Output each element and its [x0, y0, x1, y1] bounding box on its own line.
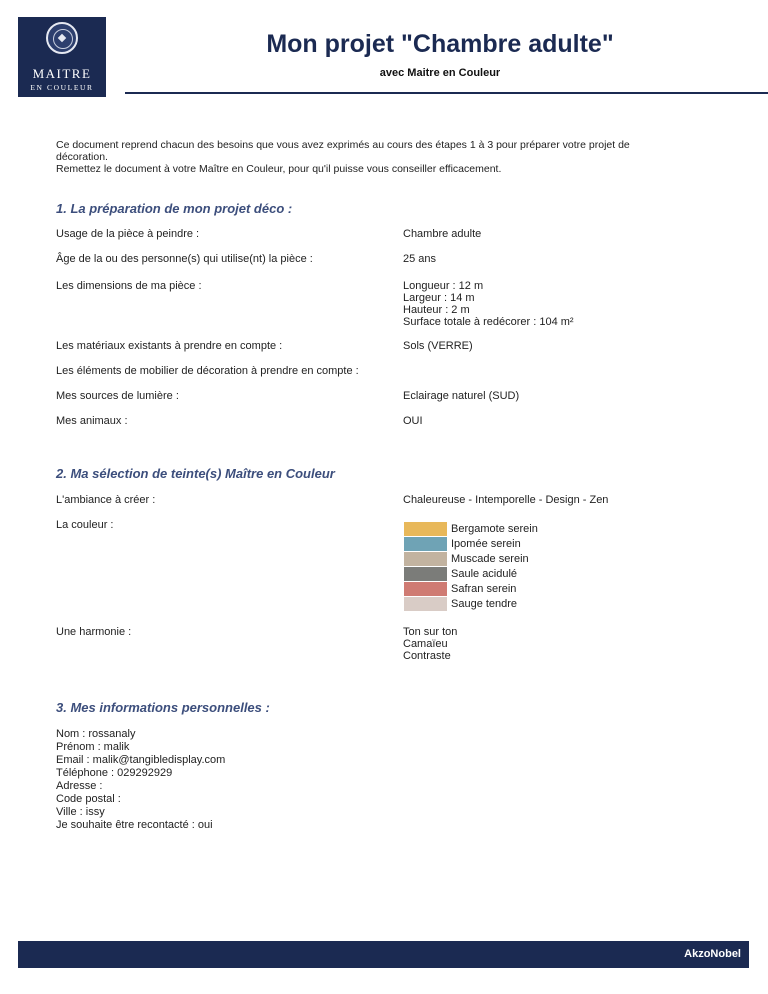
color-swatch [404, 522, 447, 536]
intro-line: Remettez le document à votre Maître en Couleur, pour qu'il puisse vous conseiller efficacement. [56, 163, 502, 175]
section-2-title: 2. Ma sélection de teinte(s) Maître en Couleur [56, 466, 335, 481]
materials-value: Sols (VERRE) [403, 340, 473, 352]
color-label: La couleur : [56, 519, 114, 531]
dimensions-label: Les dimensions de ma pièce : [56, 280, 202, 292]
dimensions-value [403, 280, 574, 328]
light-value: Eclairage naturel (SUD) [403, 390, 520, 402]
color-name: Sauge tendre [451, 598, 518, 610]
dimension-line: Hauteur : 2 m [403, 304, 470, 316]
materials-label: Les matériaux existants à prendre en compte : [56, 340, 283, 352]
info-line: Je souhaite être recontacté : oui [56, 819, 213, 831]
color-name: Safran serein [451, 583, 517, 595]
color-name: Bergamote serein [451, 523, 538, 535]
color-name: Muscade serein [451, 553, 529, 565]
page-title: Mon projet "Chambre adulte" [266, 30, 614, 58]
akzonobel-logo: AkzoNobel [684, 948, 741, 960]
color-swatch [404, 552, 447, 566]
age-label: Âge de la ou des personne(s) qui utilise(nt) la pièce : [56, 253, 313, 265]
intro-line: Ce document reprend chacun des besoins que vous avez exprimés au cours des étapes 1 à 3 pour préparer votre projet de [56, 139, 630, 151]
info-line: Prénom : malik [56, 741, 130, 753]
dimension-line: Longueur : 12 m [403, 280, 484, 292]
info-line: Ville : issy [56, 806, 105, 818]
pets-label: Mes animaux : [56, 415, 128, 427]
harmony-value [403, 626, 457, 662]
info-line: Email : malik@tangibledisplay.com [56, 754, 226, 766]
dimension-line: Largeur : 14 m [403, 292, 475, 304]
info-line: Code postal : [56, 793, 121, 805]
color-swatch [404, 582, 447, 596]
usage-value: Chambre adulte [403, 228, 482, 240]
color-name: Saule acidulé [451, 568, 518, 580]
color-swatch [404, 567, 447, 581]
header-divider [125, 92, 768, 94]
color-swatch [404, 537, 447, 551]
pets-value: OUI [403, 415, 423, 427]
intro-text [56, 139, 716, 175]
harmony-line: Ton sur ton [403, 626, 458, 638]
intro-line: décoration. [56, 151, 108, 163]
age-value: 25 ans [403, 253, 437, 265]
ambiance-label: L'ambiance à créer : [56, 494, 156, 506]
light-label: Mes sources de lumière : [56, 390, 179, 402]
info-line: Téléphone : 029292929 [56, 767, 173, 779]
harmony-line: Contraste [403, 650, 451, 662]
maitre-en-couleur-logo [18, 17, 106, 97]
info-line: Adresse : [56, 780, 103, 792]
harmony-line: Camaïeu [403, 638, 448, 650]
furniture-label: Les éléments de mobilier de décoration à prendre en compte : [56, 365, 359, 377]
dimension-line: Surface totale à redécorer : 104 m² [403, 316, 574, 328]
footer-bar [18, 941, 749, 968]
harmony-label: Une harmonie : [56, 626, 132, 638]
emblem-icon [46, 22, 78, 54]
info-line: Nom : rossanaly [56, 728, 136, 740]
logo-line2: EN COULEUR [30, 83, 94, 92]
color-name: Ipomée serein [451, 538, 521, 550]
page-subtitle: avec Maitre en Couleur [379, 67, 501, 79]
usage-label: Usage de la pièce à peindre : [56, 228, 200, 240]
section-3-title: 3. Mes informations personnelles : [56, 700, 270, 715]
logo-line1: MAITRE [32, 66, 92, 81]
section-1-title: 1. La préparation de mon projet déco : [56, 201, 293, 216]
personal-info [56, 728, 225, 832]
ambiance-value: Chaleureuse - Intemporelle - Design - Zen [403, 494, 609, 506]
color-swatch [404, 597, 447, 611]
